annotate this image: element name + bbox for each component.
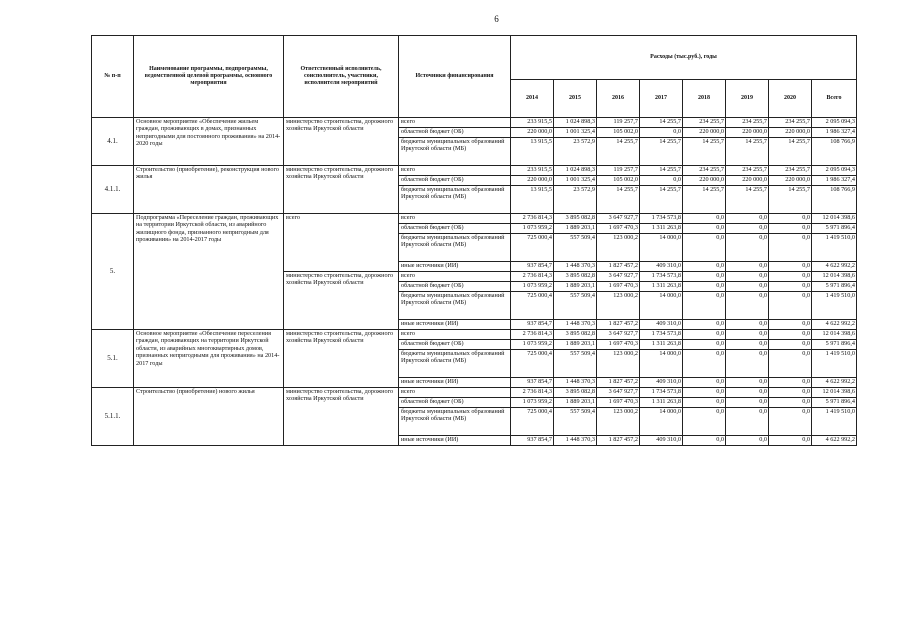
amount-cell: 234 255,7 bbox=[683, 166, 726, 176]
amount-cell: 0,0 bbox=[683, 378, 726, 388]
activity-name: Строительство (приобретение) нового жилья bbox=[134, 388, 284, 446]
amount-cell: 0,0 bbox=[683, 292, 726, 320]
amount-cell: 0,0 bbox=[726, 292, 769, 320]
amount-cell: 12 014 398,6 bbox=[812, 388, 857, 398]
amount-cell: 4 622 992,2 bbox=[812, 378, 857, 388]
header-year: 2016 bbox=[597, 80, 640, 118]
amount-cell: 1 986 327,4 bbox=[812, 176, 857, 186]
amount-cell: 0,0 bbox=[726, 340, 769, 350]
amount-cell: 557 509,4 bbox=[554, 350, 597, 378]
amount-cell: 14 000,0 bbox=[640, 292, 683, 320]
amount-cell: 234 255,7 bbox=[726, 166, 769, 176]
activity-name: Подпрограмма «Переселение граждан, проживающих на территории Иркутской области, из аварийного жилищного фонда, признанного непригодным для проживания» на 2014-2017 годы bbox=[134, 214, 284, 330]
amount-cell: 220 000,0 bbox=[683, 176, 726, 186]
amount-cell: 14 255,7 bbox=[726, 186, 769, 214]
amount-cell: 0,0 bbox=[769, 408, 812, 436]
amount-cell: 725 000,4 bbox=[511, 292, 554, 320]
amount-cell: 1 734 573,8 bbox=[640, 330, 683, 340]
amount-cell: 0,0 bbox=[726, 350, 769, 378]
amount-cell: 0,0 bbox=[726, 272, 769, 282]
amount-cell: 1 889 203,1 bbox=[554, 398, 597, 408]
amount-cell: 1 311 263,8 bbox=[640, 398, 683, 408]
amount-cell: 220 000,0 bbox=[726, 176, 769, 186]
amount-cell: 1 697 470,3 bbox=[597, 340, 640, 350]
amount-cell: 409 310,0 bbox=[640, 436, 683, 446]
amount-cell: 0,0 bbox=[683, 272, 726, 282]
amount-cell: 409 310,0 bbox=[640, 378, 683, 388]
header-year: 2015 bbox=[554, 80, 597, 118]
amount-cell: 1 986 327,4 bbox=[812, 128, 857, 138]
amount-cell: 1 419 510,0 bbox=[812, 408, 857, 436]
funding-source: областной бюджет (ОБ) bbox=[399, 398, 511, 408]
amount-cell: 14 255,7 bbox=[726, 138, 769, 166]
amount-cell: 3 647 927,7 bbox=[597, 214, 640, 224]
amount-cell: 0,0 bbox=[769, 350, 812, 378]
row-number: 5.1. bbox=[92, 330, 134, 388]
amount-cell: 1 448 370,3 bbox=[554, 436, 597, 446]
funding-source: бюджеты муниципальных образований Иркутской области (МБ) bbox=[399, 292, 511, 320]
amount-cell: 0,0 bbox=[726, 234, 769, 262]
amount-cell: 1 024 898,3 bbox=[554, 118, 597, 128]
executor-cell: министерство строительства, дорожного хозяйства Иркутской области bbox=[284, 272, 399, 330]
amount-cell: 1 889 203,1 bbox=[554, 282, 597, 292]
amount-cell: 14 255,7 bbox=[597, 186, 640, 214]
header-year: 2020 bbox=[769, 80, 812, 118]
funding-source: областной бюджет (ОБ) bbox=[399, 282, 511, 292]
amount-cell: 1 448 370,3 bbox=[554, 262, 597, 272]
amount-cell: 0,0 bbox=[726, 408, 769, 436]
amount-cell: 14 000,0 bbox=[640, 350, 683, 378]
amount-cell: 557 509,4 bbox=[554, 234, 597, 262]
amount-cell: 0,0 bbox=[769, 224, 812, 234]
amount-cell: 0,0 bbox=[769, 378, 812, 388]
amount-cell: 108 766,9 bbox=[812, 186, 857, 214]
amount-cell: 14 255,7 bbox=[597, 138, 640, 166]
amount-cell: 0,0 bbox=[769, 292, 812, 320]
amount-cell: 1 827 457,2 bbox=[597, 262, 640, 272]
funding-source: иные источники (ИИ) bbox=[399, 378, 511, 388]
amount-cell: 13 915,5 bbox=[511, 186, 554, 214]
amount-cell: 108 766,9 bbox=[812, 138, 857, 166]
amount-cell: 0,0 bbox=[726, 436, 769, 446]
amount-cell: 937 854,7 bbox=[511, 320, 554, 330]
amount-cell: 0,0 bbox=[683, 408, 726, 436]
row-number: 4.1. bbox=[92, 118, 134, 166]
funding-source: иные источники (ИИ) bbox=[399, 320, 511, 330]
amount-cell: 1 073 959,2 bbox=[511, 282, 554, 292]
amount-cell: 725 000,4 bbox=[511, 408, 554, 436]
amount-cell: 1 889 203,1 bbox=[554, 224, 597, 234]
header-year: 2018 bbox=[683, 80, 726, 118]
amount-cell: 0,0 bbox=[683, 388, 726, 398]
amount-cell: 0,0 bbox=[726, 214, 769, 224]
funding-source: всего bbox=[399, 166, 511, 176]
amount-cell: 3 895 082,8 bbox=[554, 388, 597, 398]
funding-source: областной бюджет (ОБ) bbox=[399, 340, 511, 350]
amount-cell: 0,0 bbox=[683, 234, 726, 262]
amount-cell: 5 971 896,4 bbox=[812, 398, 857, 408]
amount-cell: 0,0 bbox=[726, 330, 769, 340]
amount-cell: 220 000,0 bbox=[769, 128, 812, 138]
amount-cell: 2 736 814,3 bbox=[511, 330, 554, 340]
funding-source: всего bbox=[399, 214, 511, 224]
amount-cell: 1 734 573,8 bbox=[640, 388, 683, 398]
row-number: 4.1.1. bbox=[92, 166, 134, 214]
amount-cell: 3 895 082,8 bbox=[554, 330, 597, 340]
header-source: Источники финансирования bbox=[399, 36, 511, 118]
funding-source: всего bbox=[399, 118, 511, 128]
amount-cell: 234 255,7 bbox=[769, 118, 812, 128]
amount-cell: 1 827 457,2 bbox=[597, 436, 640, 446]
table-row bbox=[92, 330, 857, 340]
amount-cell: 3 895 082,8 bbox=[554, 214, 597, 224]
amount-cell: 0,0 bbox=[769, 234, 812, 262]
amount-cell: 409 310,0 bbox=[640, 320, 683, 330]
amount-cell: 0,0 bbox=[683, 262, 726, 272]
amount-cell: 105 002,0 bbox=[597, 176, 640, 186]
amount-cell: 409 310,0 bbox=[640, 262, 683, 272]
amount-cell: 123 000,2 bbox=[597, 350, 640, 378]
amount-cell: 1 734 573,8 bbox=[640, 272, 683, 282]
amount-cell: 937 854,7 bbox=[511, 378, 554, 388]
amount-cell: 5 971 896,4 bbox=[812, 282, 857, 292]
amount-cell: 23 572,9 bbox=[554, 186, 597, 214]
amount-cell: 725 000,4 bbox=[511, 350, 554, 378]
amount-cell: 1 419 510,0 bbox=[812, 350, 857, 378]
amount-cell: 1 024 898,3 bbox=[554, 166, 597, 176]
table-row bbox=[92, 214, 857, 224]
header-year: Всего bbox=[812, 80, 857, 118]
header-name: Наименование программы, подпрограммы, ведомственной целевой программы, основного мероприятия bbox=[134, 36, 284, 118]
amount-cell: 2 095 094,3 bbox=[812, 166, 857, 176]
amount-cell: 14 255,7 bbox=[769, 138, 812, 166]
amount-cell: 0,0 bbox=[683, 436, 726, 446]
amount-cell: 0,0 bbox=[726, 378, 769, 388]
amount-cell: 0,0 bbox=[683, 350, 726, 378]
header-executor: Ответственный исполнитель, соисполнитель, участники, исполнители мероприятий bbox=[284, 36, 399, 118]
amount-cell: 1 734 573,8 bbox=[640, 214, 683, 224]
amount-cell: 0,0 bbox=[726, 398, 769, 408]
amount-cell: 1 697 470,3 bbox=[597, 398, 640, 408]
amount-cell: 0,0 bbox=[726, 388, 769, 398]
funding-source: бюджеты муниципальных образований Иркутской области (МБ) bbox=[399, 138, 511, 166]
executor-cell: министерство строительства, дорожного хозяйства Иркутской области bbox=[284, 166, 399, 214]
amount-cell: 23 572,9 bbox=[554, 138, 597, 166]
amount-cell: 233 915,5 bbox=[511, 118, 554, 128]
amount-cell: 0,0 bbox=[769, 214, 812, 224]
amount-cell: 119 257,7 bbox=[597, 118, 640, 128]
amount-cell: 1 001 325,4 bbox=[554, 176, 597, 186]
activity-name: Основное мероприятие «Обеспечение жильем граждан, проживающих в домах, признанных непригодными для постоянного проживания» на 2014-2020 годы bbox=[134, 118, 284, 166]
amount-cell: 0,0 bbox=[769, 262, 812, 272]
amount-cell: 0,0 bbox=[640, 128, 683, 138]
amount-cell: 4 622 992,2 bbox=[812, 320, 857, 330]
amount-cell: 0,0 bbox=[683, 214, 726, 224]
amount-cell: 4 622 992,2 bbox=[812, 262, 857, 272]
executor-cell: министерство строительства, дорожного хозяйства Иркутской области bbox=[284, 330, 399, 388]
header-num: № п-п bbox=[92, 36, 134, 118]
amount-cell: 14 255,7 bbox=[640, 186, 683, 214]
amount-cell: 937 854,7 bbox=[511, 262, 554, 272]
amount-cell: 5 971 896,4 bbox=[812, 340, 857, 350]
amount-cell: 0,0 bbox=[769, 320, 812, 330]
amount-cell: 123 000,2 bbox=[597, 408, 640, 436]
amount-cell: 14 255,7 bbox=[640, 138, 683, 166]
amount-cell: 1 001 325,4 bbox=[554, 128, 597, 138]
amount-cell: 1 448 370,3 bbox=[554, 378, 597, 388]
amount-cell: 0,0 bbox=[769, 282, 812, 292]
row-number: 5. bbox=[92, 214, 134, 330]
amount-cell: 123 000,2 bbox=[597, 292, 640, 320]
amount-cell: 2 736 814,3 bbox=[511, 388, 554, 398]
funding-source: бюджеты муниципальных образований Иркутской области (МБ) bbox=[399, 408, 511, 436]
activity-name: Строительство (приобретение), реконструкция нового жилья bbox=[134, 166, 284, 214]
amount-cell: 1 697 470,3 bbox=[597, 282, 640, 292]
amount-cell: 1 311 263,8 bbox=[640, 282, 683, 292]
header-year: 2014 bbox=[511, 80, 554, 118]
amount-cell: 1 419 510,0 bbox=[812, 292, 857, 320]
table-row bbox=[92, 388, 857, 398]
funding-source: всего bbox=[399, 330, 511, 340]
amount-cell: 0,0 bbox=[683, 330, 726, 340]
funding-source: областной бюджет (ОБ) bbox=[399, 176, 511, 186]
funding-source: бюджеты муниципальных образований Иркутской области (МБ) bbox=[399, 234, 511, 262]
amount-cell: 1 073 959,2 bbox=[511, 340, 554, 350]
amount-cell: 14 000,0 bbox=[640, 408, 683, 436]
amount-cell: 937 854,7 bbox=[511, 436, 554, 446]
amount-cell: 0,0 bbox=[726, 262, 769, 272]
amount-cell: 1 073 959,2 bbox=[511, 398, 554, 408]
amount-cell: 0,0 bbox=[683, 320, 726, 330]
amount-cell: 0,0 bbox=[769, 340, 812, 350]
amount-cell: 557 509,4 bbox=[554, 292, 597, 320]
amount-cell: 1 073 959,2 bbox=[511, 224, 554, 234]
amount-cell: 557 509,4 bbox=[554, 408, 597, 436]
amount-cell: 220 000,0 bbox=[511, 128, 554, 138]
amount-cell: 234 255,7 bbox=[726, 118, 769, 128]
amount-cell: 119 257,7 bbox=[597, 166, 640, 176]
amount-cell: 0,0 bbox=[683, 398, 726, 408]
amount-cell: 3 647 927,7 bbox=[597, 388, 640, 398]
amount-cell: 725 000,4 bbox=[511, 234, 554, 262]
amount-cell: 4 622 992,2 bbox=[812, 436, 857, 446]
amount-cell: 234 255,7 bbox=[683, 118, 726, 128]
amount-cell: 233 915,5 bbox=[511, 166, 554, 176]
amount-cell: 12 014 398,6 bbox=[812, 330, 857, 340]
amount-cell: 220 000,0 bbox=[769, 176, 812, 186]
amount-cell: 0,0 bbox=[769, 330, 812, 340]
amount-cell: 14 255,7 bbox=[683, 186, 726, 214]
amount-cell: 1 448 370,3 bbox=[554, 320, 597, 330]
financing-table bbox=[91, 35, 857, 446]
amount-cell: 3 647 927,7 bbox=[597, 330, 640, 340]
amount-cell: 13 915,5 bbox=[511, 138, 554, 166]
header-year: 2019 bbox=[726, 80, 769, 118]
amount-cell: 0,0 bbox=[683, 340, 726, 350]
amount-cell: 14 255,7 bbox=[640, 166, 683, 176]
row-number: 5.1.1. bbox=[92, 388, 134, 446]
executor-cell: министерство строительства, дорожного хозяйства Иркутской области bbox=[284, 388, 399, 446]
amount-cell: 1 697 470,3 bbox=[597, 224, 640, 234]
amount-cell: 12 014 398,6 bbox=[812, 214, 857, 224]
amount-cell: 0,0 bbox=[769, 436, 812, 446]
page-number: 6 bbox=[494, 14, 499, 24]
amount-cell: 0,0 bbox=[769, 388, 812, 398]
amount-cell: 1 311 263,8 bbox=[640, 340, 683, 350]
amount-cell: 14 000,0 bbox=[640, 234, 683, 262]
amount-cell: 0,0 bbox=[726, 224, 769, 234]
amount-cell: 1 889 203,1 bbox=[554, 340, 597, 350]
activity-name: Основное мероприятие «Обеспечение переселения граждан, проживающих на территории Иркутской области, из аварийных многоквартирных домов, признанных непригодными для проживания» на 2014-2017 годы bbox=[134, 330, 284, 388]
amount-cell: 0,0 bbox=[726, 282, 769, 292]
amount-cell: 0,0 bbox=[769, 398, 812, 408]
amount-cell: 220 000,0 bbox=[726, 128, 769, 138]
executor-cell: всего bbox=[284, 214, 399, 272]
amount-cell: 14 255,7 bbox=[769, 186, 812, 214]
amount-cell: 0,0 bbox=[683, 224, 726, 234]
amount-cell: 0,0 bbox=[726, 320, 769, 330]
table-row bbox=[92, 166, 857, 176]
amount-cell: 220 000,0 bbox=[683, 128, 726, 138]
table-row bbox=[92, 118, 857, 128]
header-year: 2017 bbox=[640, 80, 683, 118]
funding-source: бюджеты муниципальных образований Иркутской области (МБ) bbox=[399, 186, 511, 214]
amount-cell: 0,0 bbox=[683, 282, 726, 292]
funding-source: областной бюджет (ОБ) bbox=[399, 224, 511, 234]
funding-source: иные источники (ИИ) bbox=[399, 436, 511, 446]
amount-cell: 1 827 457,2 bbox=[597, 378, 640, 388]
amount-cell: 3 895 082,8 bbox=[554, 272, 597, 282]
amount-cell: 12 014 398,6 bbox=[812, 272, 857, 282]
amount-cell: 220 000,0 bbox=[511, 176, 554, 186]
funding-source: всего bbox=[399, 272, 511, 282]
amount-cell: 234 255,7 bbox=[769, 166, 812, 176]
amount-cell: 2 736 814,3 bbox=[511, 214, 554, 224]
amount-cell: 0,0 bbox=[769, 272, 812, 282]
amount-cell: 123 000,2 bbox=[597, 234, 640, 262]
amount-cell: 1 827 457,2 bbox=[597, 320, 640, 330]
funding-source: всего bbox=[399, 388, 511, 398]
executor-cell: министерство строительства, дорожного хозяйства Иркутской области bbox=[284, 118, 399, 166]
funding-source: иные источники (ИИ) bbox=[399, 262, 511, 272]
amount-cell: 2 736 814,3 bbox=[511, 272, 554, 282]
amount-cell: 14 255,7 bbox=[683, 138, 726, 166]
funding-source: областной бюджет (ОБ) bbox=[399, 128, 511, 138]
amount-cell: 5 971 896,4 bbox=[812, 224, 857, 234]
amount-cell: 14 255,7 bbox=[640, 118, 683, 128]
header-expenses: Расходы (тыс.руб.), годы bbox=[511, 36, 857, 80]
funding-source: бюджеты муниципальных образований Иркутской области (МБ) bbox=[399, 350, 511, 378]
amount-cell: 1 419 510,0 bbox=[812, 234, 857, 262]
amount-cell: 105 002,0 bbox=[597, 128, 640, 138]
amount-cell: 3 647 927,7 bbox=[597, 272, 640, 282]
amount-cell: 1 311 263,8 bbox=[640, 224, 683, 234]
amount-cell: 2 095 094,3 bbox=[812, 118, 857, 128]
amount-cell: 0,0 bbox=[640, 176, 683, 186]
